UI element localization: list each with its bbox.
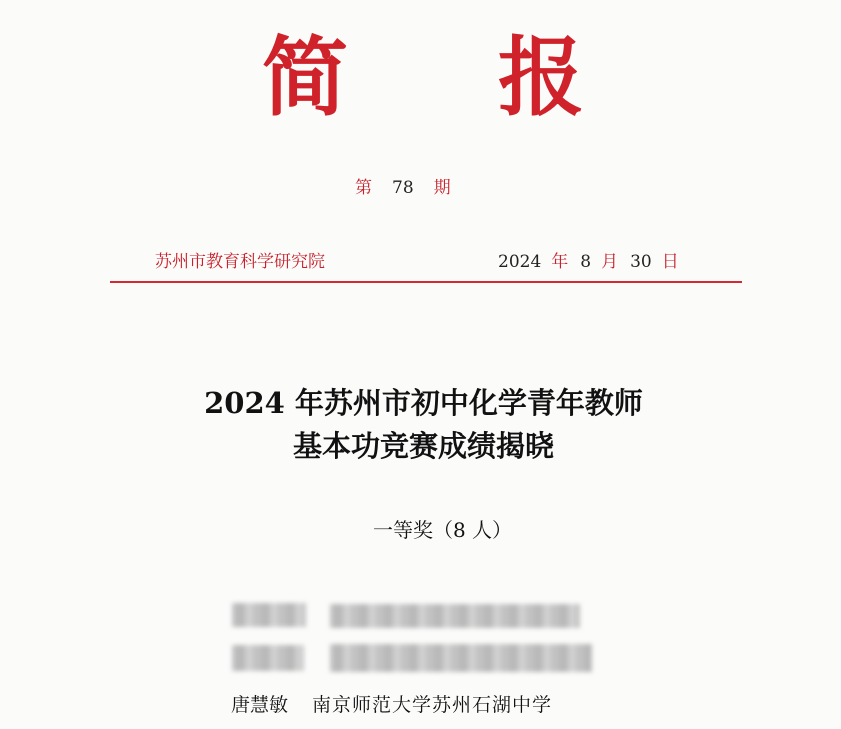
issue-line <box>355 173 451 198</box>
issue-number: 78 <box>392 178 414 198</box>
winner-name: 唐慧敏 <box>231 694 289 716</box>
headline-line-2: 基本功竞赛成绩揭晓 <box>292 429 554 463</box>
institute-name: 苏州市教育科学研究院 <box>155 252 325 272</box>
date-year-unit: 年 <box>551 252 569 272</box>
date-month-unit: 月 <box>601 252 619 272</box>
issue-suffix: 期 <box>433 178 451 198</box>
bulletin-title: 简报 <box>262 28 734 128</box>
winner-row <box>231 690 552 717</box>
headline-line-1: 2024 年苏州市初中化学青年教师 <box>204 386 643 420</box>
redacted-name <box>232 645 304 671</box>
award-level-heading: 一等奖（8 人） <box>372 518 513 542</box>
date-month: 8 <box>580 252 592 272</box>
winner-school: 南京师范大学苏州石湖中学 <box>312 694 553 716</box>
issue-prefix: 第 <box>355 178 372 198</box>
date-day: 30 <box>630 252 652 272</box>
header-divider <box>110 281 742 283</box>
date-day-unit: 日 <box>661 252 679 272</box>
redacted-name <box>232 603 306 627</box>
redacted-school <box>330 604 580 628</box>
redacted-school <box>330 644 592 672</box>
publish-date <box>498 247 691 272</box>
date-year: 2024 <box>498 252 542 272</box>
